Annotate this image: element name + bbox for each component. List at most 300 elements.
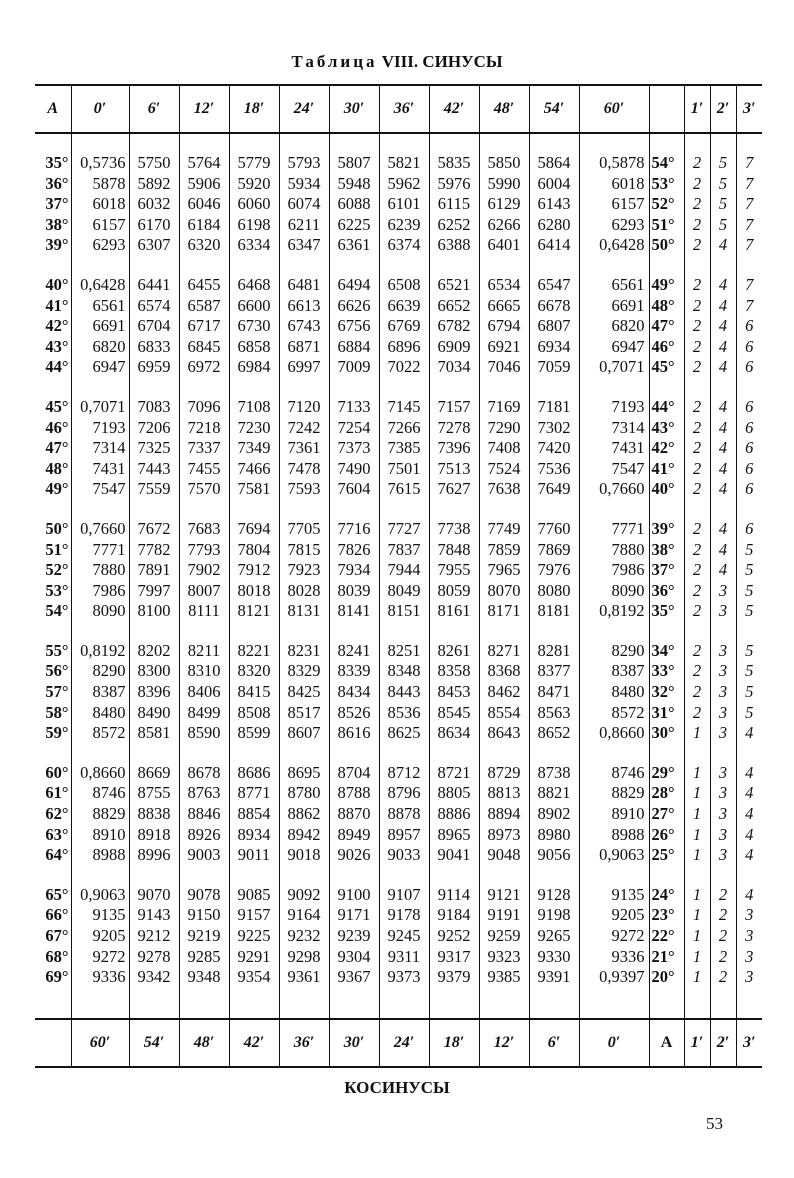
spacer-cell: [35, 866, 71, 885]
value-cell: 8080: [529, 581, 579, 602]
value-cell: 6115: [429, 194, 479, 215]
value-cell: 6018: [579, 174, 649, 195]
spacer-cell: [329, 500, 379, 519]
value-cell: 8434: [329, 682, 379, 703]
spacer-cell: [35, 988, 71, 1019]
value-cell: 6293: [579, 215, 649, 236]
value-cell: 7361: [279, 438, 329, 459]
value-cell: 7290: [479, 418, 529, 439]
table-row: [35, 519, 762, 540]
spacer-cell: [179, 256, 229, 275]
table-row: [35, 825, 762, 846]
difference-cell: 4: [736, 783, 762, 804]
angle-cell: 62°: [45, 804, 69, 824]
value-cell: 9272: [579, 926, 649, 947]
value-cell: 7513: [429, 459, 479, 480]
value-cell: 8121: [229, 601, 279, 622]
value-cell: 6534: [479, 275, 529, 296]
value-cell: 7638: [479, 479, 529, 500]
value-cell: 6921: [479, 337, 529, 358]
value-cell: 5750: [129, 153, 179, 174]
value-cell: 9272: [71, 947, 129, 968]
difference-cell: 1: [684, 763, 710, 784]
value-cell: 8271: [479, 641, 529, 662]
spacer-cell: [429, 256, 479, 275]
value-cell: 8572: [71, 723, 129, 744]
spacer-cell: [35, 622, 71, 641]
value-cell: 7349: [229, 438, 279, 459]
value-cell: 8634: [429, 723, 479, 744]
value-cell: 6833: [129, 337, 179, 358]
value-cell: 9342: [129, 967, 179, 988]
spacer-cell: [179, 988, 229, 1019]
value-cell: 6730: [229, 316, 279, 337]
value-cell: 6198: [229, 215, 279, 236]
table-row: [35, 174, 762, 195]
value-cell: 8678: [179, 763, 229, 784]
value-cell: 8329: [279, 661, 329, 682]
value-cell: 8490: [129, 703, 179, 724]
value-cell: 9245: [379, 926, 429, 947]
spacer-cell: [479, 866, 529, 885]
value-cell: 8358: [429, 661, 479, 682]
spacer-cell: [279, 133, 329, 153]
spacer-cell: [179, 378, 229, 397]
angle-cell: 45°: [45, 396, 69, 416]
value-cell: 8480: [579, 682, 649, 703]
value-cell: 7536: [529, 459, 579, 480]
difference-cell: 4: [736, 804, 762, 825]
value-cell: 6665: [479, 296, 529, 317]
table-row: [35, 337, 762, 358]
value-cell: 8387: [579, 661, 649, 682]
group-spacer: [35, 988, 762, 1019]
value-cell: 5807: [329, 153, 379, 174]
difference-cell: 5: [736, 682, 762, 703]
spacer-cell: [71, 744, 129, 763]
value-cell: 8377: [529, 661, 579, 682]
bottom-title: КОСИНУСЫ: [344, 1078, 450, 1097]
spacer-cell: [736, 744, 762, 763]
value-cell: 7570: [179, 479, 229, 500]
value-cell: 6414: [529, 235, 579, 256]
value-cell: 8499: [179, 703, 229, 724]
difference-cell: 4: [710, 438, 736, 459]
value-cell: 9265: [529, 926, 579, 947]
difference-cell: 2: [684, 153, 710, 174]
value-cell: 6858: [229, 337, 279, 358]
value-cell: 9354: [229, 967, 279, 988]
value-cell: 8443: [379, 682, 429, 703]
value-cell: 8788: [329, 783, 379, 804]
value-cell: 6704: [129, 316, 179, 337]
table-row: [35, 926, 762, 947]
value-cell: 8616: [329, 723, 379, 744]
value-cell: 9171: [329, 905, 379, 926]
footer-cell: 3′: [736, 1019, 762, 1067]
angle-cell: 48°: [45, 458, 69, 478]
complement-angle-cell: 39°: [649, 519, 684, 540]
value-cell: 9184: [429, 905, 479, 926]
value-cell: 7120: [279, 397, 329, 418]
spacer-cell: [379, 256, 429, 275]
value-cell: 6074: [279, 194, 329, 215]
spacer-cell: [579, 378, 649, 397]
spacer-cell: [35, 133, 71, 153]
spacer-cell: [684, 866, 710, 885]
value-cell: 6032: [129, 194, 179, 215]
value-cell: 8049: [379, 581, 429, 602]
value-cell: 8508: [229, 703, 279, 724]
value-cell: 8712: [379, 763, 429, 784]
spacer-cell: [579, 988, 649, 1019]
value-cell: 8100: [129, 601, 179, 622]
value-cell: 7022: [379, 357, 429, 378]
value-cell: 8290: [71, 661, 129, 682]
value-cell: 7490: [329, 459, 379, 480]
value-cell: 7649: [529, 479, 579, 500]
group-spacer: [35, 866, 762, 885]
table-footer: [35, 1019, 762, 1067]
difference-cell: 4: [736, 723, 762, 744]
value-cell: 9285: [179, 947, 229, 968]
difference-cell: 5: [736, 560, 762, 581]
value-cell: 7431: [579, 438, 649, 459]
difference-cell: 3: [710, 845, 736, 866]
value-cell: 9252: [429, 926, 479, 947]
value-cell: 6307: [129, 235, 179, 256]
value-cell: 9048: [479, 845, 529, 866]
value-cell: 9092: [279, 885, 329, 906]
table-row: [35, 905, 762, 926]
spacer-cell: [329, 378, 379, 397]
difference-cell: 1: [684, 926, 710, 947]
value-cell: 0,7071: [579, 357, 649, 378]
spacer-cell: [579, 133, 649, 153]
value-cell: 8729: [479, 763, 529, 784]
value-cell: 7193: [579, 397, 649, 418]
value-cell: 8517: [279, 703, 329, 724]
value-cell: 7547: [71, 479, 129, 500]
value-cell: 9135: [579, 885, 649, 906]
value-cell: 9259: [479, 926, 529, 947]
value-cell: 6252: [429, 215, 479, 236]
complement-angle-cell: 32°: [649, 682, 684, 703]
difference-cell: 4: [710, 275, 736, 296]
value-cell: 8738: [529, 763, 579, 784]
complement-angle-cell: 36°: [649, 581, 684, 602]
difference-cell: 2: [684, 397, 710, 418]
value-cell: 9205: [71, 926, 129, 947]
spacer-cell: [279, 866, 329, 885]
value-cell: 6678: [529, 296, 579, 317]
value-cell: 8090: [71, 601, 129, 622]
value-cell: 6845: [179, 337, 229, 358]
value-cell: 8780: [279, 783, 329, 804]
spacer-cell: [379, 378, 429, 397]
footer-cell: 2′: [710, 1019, 736, 1067]
value-cell: 0,8660: [579, 723, 649, 744]
complement-angle-cell: 42°: [649, 438, 684, 459]
footer-cell: 24′: [379, 1019, 429, 1067]
value-cell: 7278: [429, 418, 479, 439]
difference-cell: 3: [736, 905, 762, 926]
value-cell: 7145: [379, 397, 429, 418]
spacer-cell: [684, 133, 710, 153]
value-cell: 7771: [71, 540, 129, 561]
spacer-cell: [229, 744, 279, 763]
difference-cell: 1: [684, 905, 710, 926]
value-cell: 9191: [479, 905, 529, 926]
value-cell: 9278: [129, 947, 179, 968]
value-cell: 8261: [429, 641, 479, 662]
complement-angle-cell: 35°: [649, 601, 684, 622]
group-spacer: [35, 378, 762, 397]
value-cell: 5934: [279, 174, 329, 195]
value-cell: 8231: [279, 641, 329, 662]
value-cell: 7581: [229, 479, 279, 500]
difference-cell: 4: [710, 479, 736, 500]
spacer-cell: [736, 866, 762, 885]
angle-cell: 36°: [45, 173, 69, 193]
value-cell: 6211: [279, 215, 329, 236]
angle-cell: 51°: [45, 539, 69, 559]
value-cell: 8141: [329, 601, 379, 622]
table-row: [35, 763, 762, 784]
difference-cell: 4: [710, 519, 736, 540]
value-cell: 7181: [529, 397, 579, 418]
value-cell: 7804: [229, 540, 279, 561]
complement-angle-cell: 31°: [649, 703, 684, 724]
value-cell: 9070: [129, 885, 179, 906]
value-cell: 8902: [529, 804, 579, 825]
value-cell: 7727: [379, 519, 429, 540]
difference-cell: 3: [736, 926, 762, 947]
spacer-cell: [736, 500, 762, 519]
spacer-cell: [329, 744, 379, 763]
footer-cell: 36′: [279, 1019, 329, 1067]
difference-cell: 2: [684, 641, 710, 662]
value-cell: 7705: [279, 519, 329, 540]
spacer-cell: [429, 744, 479, 763]
value-cell: 8171: [479, 601, 529, 622]
spacer-cell: [529, 988, 579, 1019]
value-cell: 8018: [229, 581, 279, 602]
angle-cell: 60°: [45, 762, 69, 782]
difference-cell: 6: [736, 438, 762, 459]
header-cell: [649, 85, 684, 133]
value-cell: 8763: [179, 783, 229, 804]
value-cell: 7976: [529, 560, 579, 581]
footer-cell: 54′: [129, 1019, 179, 1067]
value-cell: 5764: [179, 153, 229, 174]
angle-cell: 61°: [45, 783, 69, 803]
value-cell: 5850: [479, 153, 529, 174]
value-cell: 8894: [479, 804, 529, 825]
value-cell: 7826: [329, 540, 379, 561]
difference-cell: 2: [684, 703, 710, 724]
difference-cell: 6: [736, 459, 762, 480]
value-cell: 7760: [529, 519, 579, 540]
spacer-cell: [736, 133, 762, 153]
angle-cell: 53°: [45, 580, 69, 600]
value-cell: 6909: [429, 337, 479, 358]
value-cell: 8396: [129, 682, 179, 703]
table-row: [35, 947, 762, 968]
difference-cell: 2: [684, 235, 710, 256]
value-cell: 8161: [429, 601, 479, 622]
difference-cell: 2: [684, 540, 710, 561]
spacer-cell: [71, 133, 129, 153]
difference-cell: 3: [710, 723, 736, 744]
value-cell: 0,9063: [71, 885, 129, 906]
value-cell: 6691: [579, 296, 649, 317]
difference-cell: 3: [710, 641, 736, 662]
value-cell: 6468: [229, 275, 279, 296]
spacer-cell: [479, 622, 529, 641]
spacer-cell: [684, 988, 710, 1019]
value-cell: 7837: [379, 540, 429, 561]
value-cell: 7869: [529, 540, 579, 561]
spacer-cell: [179, 866, 229, 885]
value-cell: 8746: [71, 783, 129, 804]
header-cell: A: [35, 85, 71, 133]
spacer-cell: [649, 500, 684, 519]
spacer-cell: [129, 744, 179, 763]
spacer-cell: [379, 744, 429, 763]
value-cell: 9011: [229, 845, 279, 866]
difference-cell: 3: [710, 783, 736, 804]
value-cell: 6388: [429, 235, 479, 256]
value-cell: 7206: [129, 418, 179, 439]
table-row: [35, 661, 762, 682]
value-cell: 8090: [579, 581, 649, 602]
spacer-cell: [229, 866, 279, 885]
value-cell: 9367: [329, 967, 379, 988]
complement-angle-cell: 27°: [649, 804, 684, 825]
value-cell: 9056: [529, 845, 579, 866]
spacer-cell: [129, 866, 179, 885]
complement-angle-cell: 48°: [649, 296, 684, 317]
difference-cell: 3: [736, 947, 762, 968]
table-row: [35, 459, 762, 480]
difference-cell: 5: [736, 641, 762, 662]
value-cell: 8563: [529, 703, 579, 724]
difference-cell: 5: [710, 194, 736, 215]
complement-angle-cell: 40°: [649, 479, 684, 500]
value-cell: 7059: [529, 357, 579, 378]
spacer-cell: [379, 866, 429, 885]
spacer-cell: [229, 378, 279, 397]
complement-angle-cell: 53°: [649, 174, 684, 195]
value-cell: 8453: [429, 682, 479, 703]
value-cell: 7230: [229, 418, 279, 439]
value-cell: 0,5736: [71, 153, 129, 174]
value-cell: 9018: [279, 845, 329, 866]
spacer-cell: [529, 133, 579, 153]
value-cell: 6374: [379, 235, 429, 256]
table-row: [35, 560, 762, 581]
spacer-cell: [279, 500, 329, 519]
value-cell: 0,5878: [579, 153, 649, 174]
header-cell: 48′: [479, 85, 529, 133]
value-cell: 6280: [529, 215, 579, 236]
value-cell: 6088: [329, 194, 379, 215]
value-cell: 9298: [279, 947, 329, 968]
spacer-cell: [379, 988, 429, 1019]
table-row: [35, 235, 762, 256]
table-row: [35, 296, 762, 317]
difference-cell: 2: [684, 459, 710, 480]
difference-cell: 6: [736, 357, 762, 378]
value-cell: 6494: [329, 275, 379, 296]
difference-cell: 2: [684, 316, 710, 337]
value-cell: 8854: [229, 804, 279, 825]
spacer-cell: [35, 378, 71, 397]
difference-cell: 3: [710, 763, 736, 784]
value-cell: 6266: [479, 215, 529, 236]
value-cell: 7133: [329, 397, 379, 418]
value-cell: 8942: [279, 825, 329, 846]
footer-cell: 1′: [684, 1019, 710, 1067]
value-cell: 8607: [279, 723, 329, 744]
spacer-cell: [329, 988, 379, 1019]
value-cell: 6334: [229, 235, 279, 256]
value-cell: 7034: [429, 357, 479, 378]
value-cell: 7408: [479, 438, 529, 459]
value-cell: 9330: [529, 947, 579, 968]
value-cell: 6997: [279, 357, 329, 378]
value-cell: 9391: [529, 967, 579, 988]
header-cell: 2′: [710, 85, 736, 133]
angle-cell: 54°: [45, 601, 69, 621]
spacer-cell: [529, 744, 579, 763]
value-cell: 6613: [279, 296, 329, 317]
header-cell: 24′: [279, 85, 329, 133]
value-cell: 9100: [329, 885, 379, 906]
value-cell: 7314: [71, 438, 129, 459]
spacer-cell: [579, 744, 649, 763]
value-cell: 5821: [379, 153, 429, 174]
table-row: [35, 581, 762, 602]
difference-cell: 5: [736, 540, 762, 561]
value-cell: 8415: [229, 682, 279, 703]
value-cell: 5892: [129, 174, 179, 195]
spacer-cell: [229, 256, 279, 275]
table-row: [35, 194, 762, 215]
value-cell: 9205: [579, 905, 649, 926]
spacer-cell: [329, 622, 379, 641]
spacer-cell: [429, 988, 479, 1019]
difference-cell: 4: [710, 560, 736, 581]
value-cell: 9232: [279, 926, 329, 947]
spacer-cell: [71, 256, 129, 275]
value-cell: 6157: [71, 215, 129, 236]
value-cell: 8111: [179, 601, 229, 622]
value-cell: 8988: [579, 825, 649, 846]
difference-cell: 5: [710, 174, 736, 195]
value-cell: 8151: [379, 601, 429, 622]
value-cell: 7934: [329, 560, 379, 581]
difference-cell: 2: [684, 418, 710, 439]
value-cell: 8028: [279, 581, 329, 602]
difference-cell: 2: [684, 296, 710, 317]
value-cell: 8406: [179, 682, 229, 703]
value-cell: 9085: [229, 885, 279, 906]
complement-angle-cell: 30°: [649, 723, 684, 744]
spacer-cell: [649, 256, 684, 275]
spacer-cell: [736, 988, 762, 1019]
